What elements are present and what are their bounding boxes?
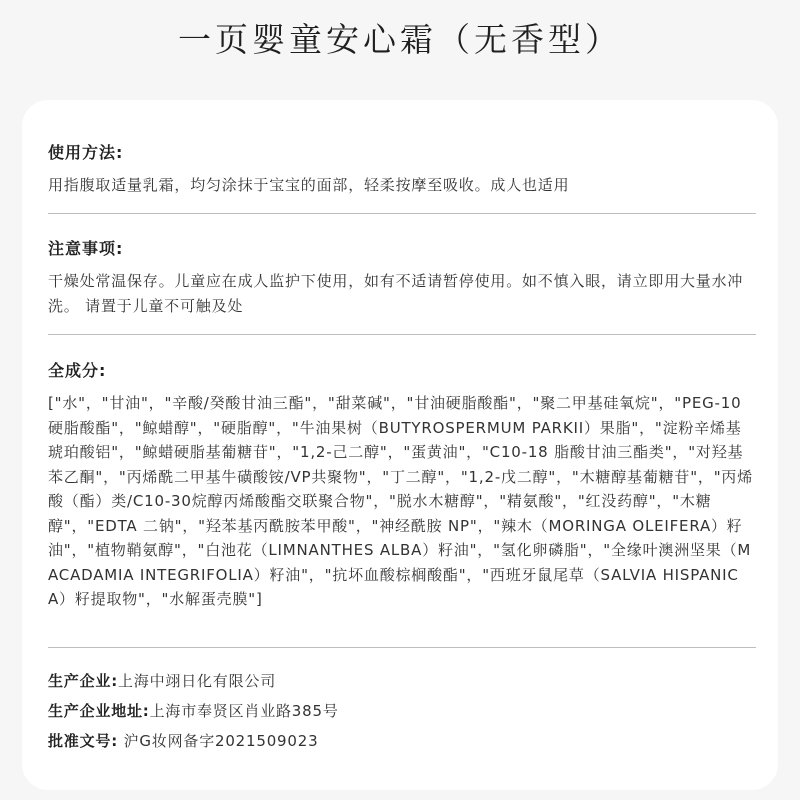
ingredients-text: ["水"，"甘油"，"辛酸/癸酸甘油三酯"，"甜菜碱"，"甘油硬脂酸酯"，"聚二甲基硅氧烷"，"PEG-10硬脂酸酯"，"鲸蜡醇"，"硬脂醇"，"牛油果树（BUTYROSPERMUM PARKII）果脂"，"淀粉辛烯基琥珀酸铝"，"鲸蜡硬脂基葡糖苷"，"1,2-己二醇"，"蛋黄油"，"C10-18 脂酸甘油三酯类"，"对羟基苯乙酮"，"丙烯酰二甲基牛磺酸铵/VP共聚物"，"丁二醇"，"1,2-戊二醇"，"木糖醇基葡糖苷"，"丙烯酸（酯）类/C10-30烷醇丙烯酸酯交联聚合物"，"脱水木糖醇"，"精氨酸"，"红没药醇"，"木糖醇"，"EDTA 二钠"，"羟苯基丙酰胺苯甲酸"，"神经酰胺 NP"，"辣木（MORINGA OLEIFERA）籽油"，"植物鞘氨醇"，"白池花（LIMNANTHES ALBA）籽油"，"氢化卵磷脂"，"全缘叶澳洲坚果（MACADAMIA INTEGRIFOLIA）籽油"，"抗坏血酸棕榈酸酯"，"西班牙鼠尾草（SALVIA HISPANICA）籽提取物"，"水解蛋壳膜"] [48,394,754,608]
divider [48,647,756,648]
producer-value: 上海中翊日化有限公司 [118,672,277,690]
caution-heading: 注意事项: [48,239,124,258]
caution-text: 干燥处常温保存。儿童应在成人监护下使用，如有不适请暂停使用。如不慎入眼，请立即用大量水冲洗。 请置于儿童不可触及处 [48,272,744,315]
approval-row [48,726,756,756]
caution-section [48,236,756,318]
divider [48,334,756,335]
producer-row [48,666,756,696]
address-label: 生产企业地址: [48,702,150,720]
producer-label: 生产企业: [48,672,118,690]
page-title: 一页婴童安心霜（无香型） [178,20,622,59]
approval-label: 批准文号: [48,732,118,750]
ingredients-section [48,358,756,612]
company-section [48,666,756,756]
ingredients-heading: 全成分: [48,361,107,380]
address-value: 上海市奉贤区肖业路385号 [149,702,339,720]
usage-section [48,140,756,198]
usage-text: 用指腹取适量乳霜，均匀涂抹于宝宝的面部，轻柔按摩至吸收。成人也适用 [48,176,570,194]
address-row [48,696,756,726]
product-info-card [22,100,778,790]
usage-heading: 使用方法: [48,143,124,162]
divider [48,213,756,214]
approval-value: 沪G妆网备字2021509023 [118,732,319,750]
